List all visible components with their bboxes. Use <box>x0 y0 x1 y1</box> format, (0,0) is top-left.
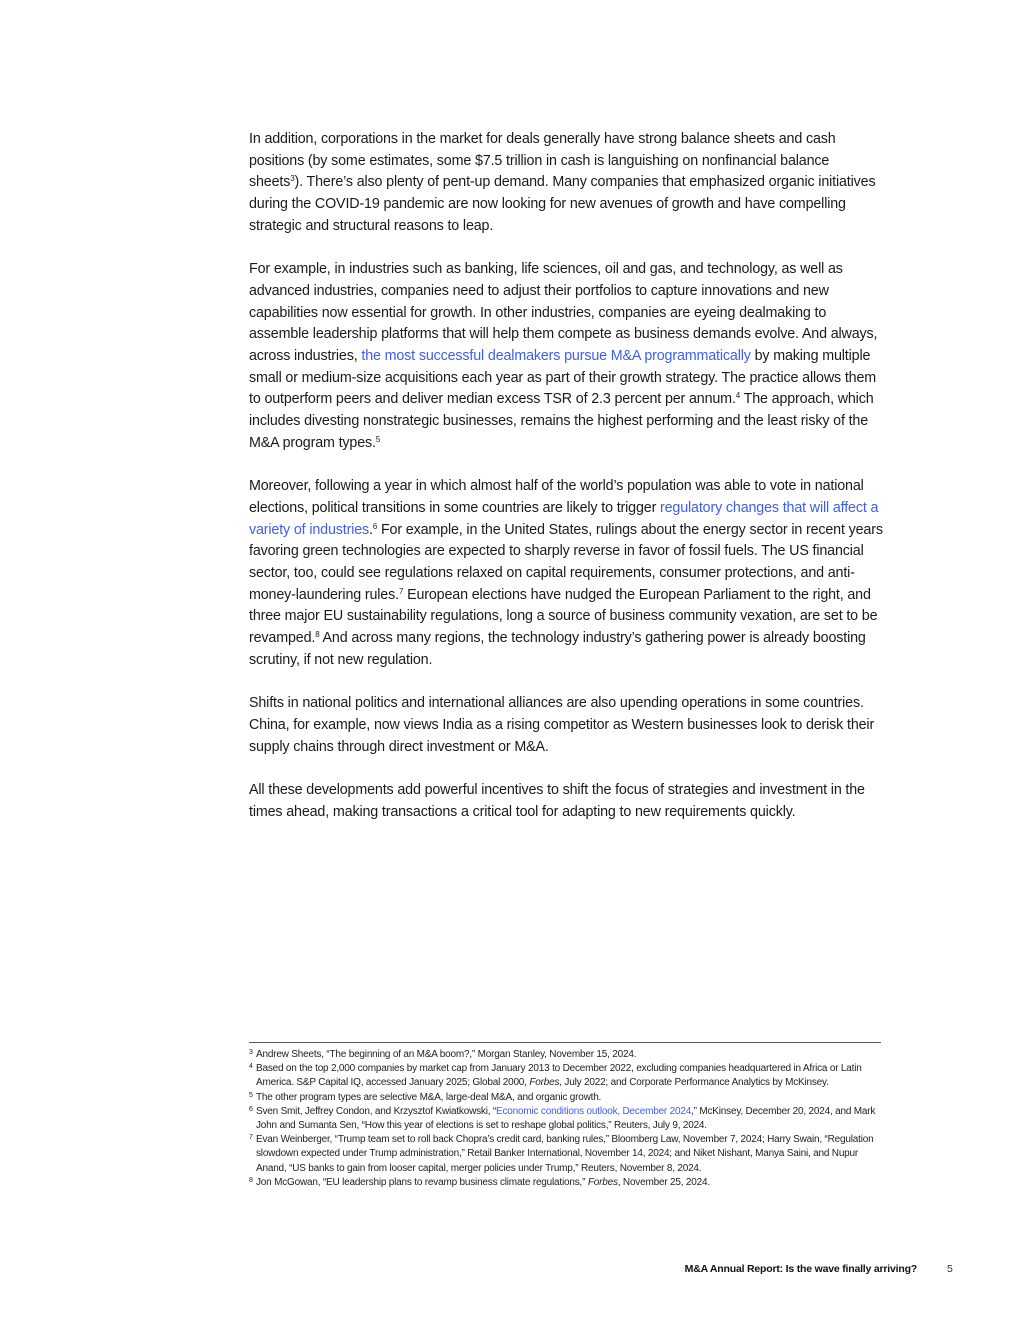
footnote-ref-8[interactable]: 8 <box>315 630 320 640</box>
footnote-text: Evan Weinberger, “Trump team set to roll back Chopra’s credit card, banking rules,” Bloomberg Law, November 7, 2024; Harry Swain, “Regulation slowdown expected under Trump administration,” Retail Banker International, November 14, 2024; and Niket Nishant, Manya Saini, and Nupur Anand, “US banks to gain from looser capital, merger policies under Trump,” Reuters, November 8, 2024. <box>256 1134 874 1174</box>
text-run: Moreover, following a year in which almost half of the world’s population was able to vote in national elections, political transitions in some countries are likely to trigger <box>249 478 864 516</box>
footnote-text: ,” McKinsey, December 20, 2024, and Mark John and Sumanta Sen, “How this year of elections is set to reshape global politics,” Reuters, July 9, 2024. <box>256 1105 876 1132</box>
link-programmatic-ma[interactable]: the most successful dealmakers pursue M&A programmatically <box>361 348 751 365</box>
footnote-text: Sven Smit, Jeffrey Condon, and Krzysztof Kwiatkowski, “ <box>256 1105 497 1117</box>
link-regulatory-changes[interactable]: regulatory changes that will affect a variety of industries <box>249 499 879 538</box>
footnote-number: 5 <box>249 1091 253 1099</box>
footnote-ref-3[interactable]: 3 <box>290 174 295 184</box>
paragraph-2 <box>249 259 885 454</box>
footnote-text: Andrew Sheets, “The beginning of an M&A boom?,” Morgan Stanley, November 15, 2024. <box>256 1049 637 1060</box>
text-run: . <box>369 521 373 538</box>
footnote-text: , July 2022; and Corporate Performance Analytics by McKinsey. <box>559 1077 829 1089</box>
footnote-number: 6 <box>249 1105 253 1113</box>
paragraph-3 <box>249 476 885 671</box>
text-run: In addition, corporations in the market for deals generally have strong balance sheets and cash positions (by some estimates, some $7.5 trillion in cash is languishing on nonfinancial balance sheets <box>249 131 836 191</box>
text-run: The approach, which includes divesting nonstrategic businesses, remains the highest performing and the least risky of the M&A program types. <box>249 391 874 451</box>
text-run: For example, in the United States, rulings about the energy sector in recent years favoring green technologies are expected to sharply reverse in favor of fossil fuels. The US financial sector, too, could see regulations relaxed on capital requirements, consumer protections, and anti-money-laundering rules. <box>249 521 883 603</box>
footnote-text: Jon McGowan, “EU leadership plans to revamp business climate regulations,” <box>256 1176 588 1188</box>
text-run: by making multiple small or medium-size acquisitions each year as part of their growth strategy. The practice allows them to outperform peers and deliver median excess TSR of 2.3 percent per annum. <box>249 348 877 408</box>
footnote-text: The other program types are selective M&A, large-deal M&A, and organic growth. <box>256 1091 602 1103</box>
footnote-number: 7 <box>249 1134 253 1142</box>
link-economic-conditions-outlook[interactable]: Economic conditions outlook, December 2024 <box>496 1105 692 1117</box>
article-body <box>249 129 885 845</box>
page-number: 5 <box>947 1263 953 1275</box>
footnote-5 <box>249 1091 885 1105</box>
footnote-number: 4 <box>249 1063 253 1071</box>
footnote-ref-6[interactable]: 6 <box>372 521 378 531</box>
footnote-6 <box>249 1105 885 1133</box>
footnote-8 <box>249 1176 885 1190</box>
footnote-4 <box>249 1062 885 1090</box>
footnote-number: 3 <box>249 1049 253 1056</box>
text-run: European elections have nudged the European Parliament to the right, and three major EU sustainability regulations, long a source of business community vexation, are set to be revamped. <box>249 586 878 647</box>
footnote-ref-4[interactable]: 4 <box>735 391 741 401</box>
footnote-ref-7[interactable]: 7 <box>398 586 404 596</box>
footnote-text: Based on the top 2,000 companies by market cap from January 2013 to December 2022, excluding companies headquartered in Africa or Latin America. S&P Capital IQ, accessed January 2025; Global 2000, <box>256 1063 862 1089</box>
text-run: And across many regions, the technology industry’s gathering power is already boosting scrutiny, if not new regulation. <box>249 630 866 668</box>
footnote-divider <box>249 1042 881 1043</box>
footnote-ref-5[interactable]: 5 <box>375 434 381 444</box>
paragraph-4: Shifts in national politics and international alliances are also upending operations in some countries. China, for example, now views India as a rising competitor as Western businesses look to derisk their supply chains through direct investment or M&A. <box>249 695 875 755</box>
footnote-7 <box>249 1133 885 1176</box>
text-run: For example, in industries such as banking, life sciences, oil and gas, and technology, as well as advanced industries, companies need to adjust their portfolios to capture innovations and new capabilities now essential for growth. In other industries, companies are eyeing dealmaking to assemble leadership platforms that will help them compete as business demands evolve. And always, across industries, <box>249 261 878 365</box>
footnote-text: , November 25, 2024. <box>617 1176 710 1188</box>
footnote-3 <box>249 1048 885 1062</box>
publication-name: Forbes <box>529 1077 560 1089</box>
text-run: ). There’s also plenty of pent-up demand. Many companies that emphasized organic initiatives during the COVID-19 pandemic are now looking for new avenues of growth and have compelling strategic and structural reasons to leap. <box>249 174 876 234</box>
footnote-number: 8 <box>249 1176 253 1184</box>
footnotes <box>249 1048 885 1190</box>
paragraph-1 <box>249 129 885 238</box>
publication-name: Forbes <box>587 1176 618 1188</box>
report-title: M&A Annual Report: Is the wave finally arriving? <box>684 1263 917 1275</box>
paragraph-5: All these developments add powerful incentives to shift the focus of strategies and investment in the times ahead, making transactions a critical tool for adapting to new requirements quickly. <box>249 782 865 820</box>
